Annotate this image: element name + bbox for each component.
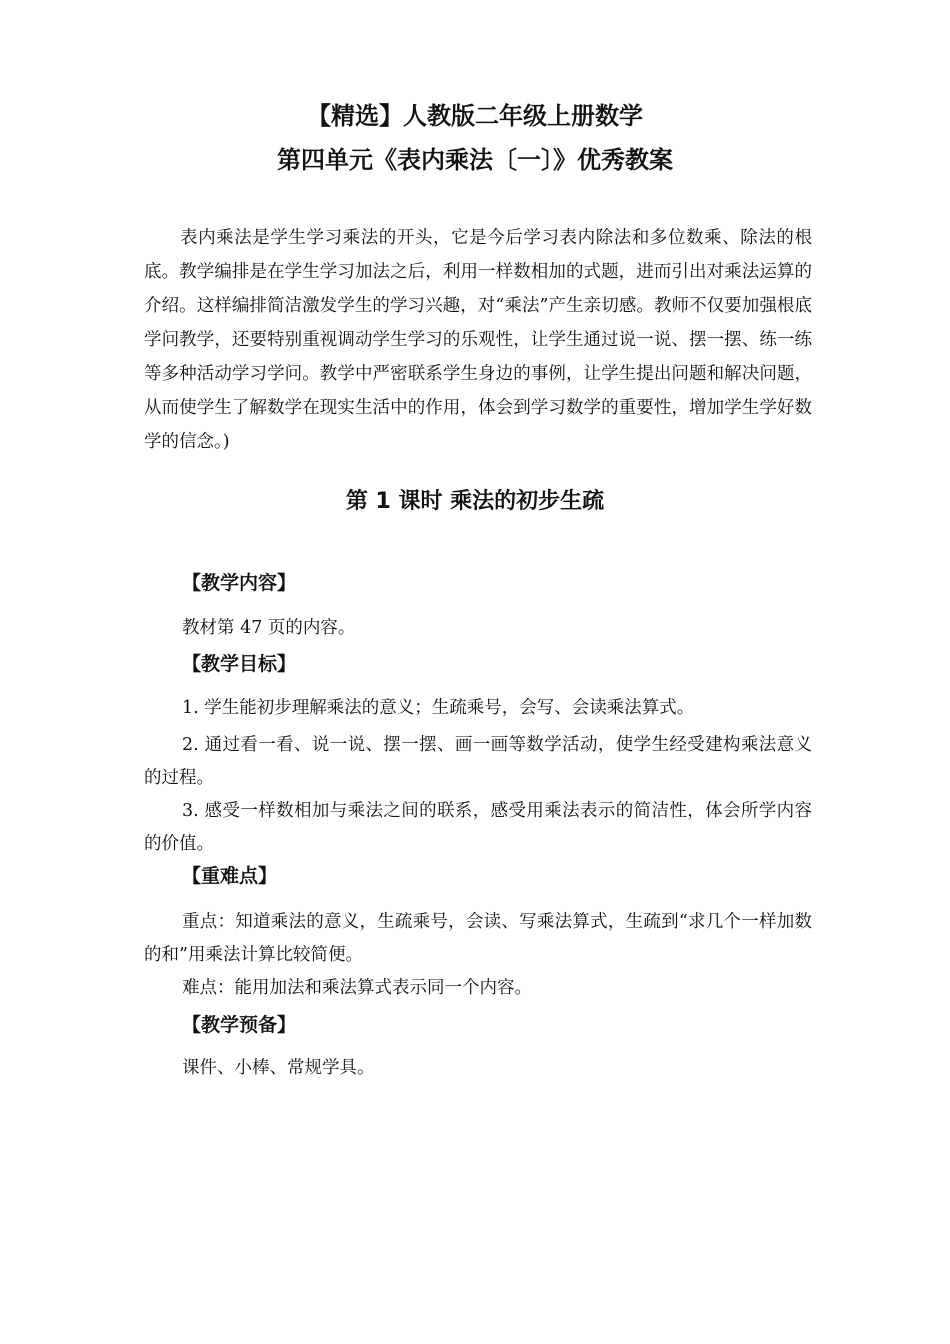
document-title-line-1: 【精选】人教版二年级上册数学 bbox=[307, 102, 643, 130]
section-heading-goals: 【教学目标】 bbox=[182, 653, 297, 675]
preparation-text: 课件、小棒、常规学具。 bbox=[182, 1058, 375, 1078]
difficulty-text: 难点：能用加法和乘法算式表示同一个内容。 bbox=[182, 978, 532, 998]
section-heading-content: 【教学内容】 bbox=[182, 572, 297, 594]
lesson-title: 第 1 课时 乘法的初步生疏 bbox=[345, 489, 605, 514]
goal-item-3: 3. 感受一样数相加与乘法之间的联系，感受用乘法表示的简洁性，体会所学内容的价值。 bbox=[144, 801, 812, 854]
intro-paragraph: 表内乘法是学生学习乘法的开头，它是今后学习表内除法和多位数乘、除法的根底。教学编排是在学生学习加法之后，利用一样数相加的式题，进而引出对乘法运算的介绍。这样编排简洁激发学生的学习兴趣，对“乘法”产生亲切感。教师不仅要加强根底学问教学，还要特别重视调动学生学习的乐观性，让学生通过说一说、摆一摆、练一练等多种活动学习学问。教学中严密联系学生身边的事例，让学生提出问题和解决问题，从而使学生了解数学在现实生活中的作用，体会到学习数学的重要性，增加学生学好数学的信念。) bbox=[144, 228, 812, 452]
key-point-text: 重点：知道乘法的意义，生疏乘号，会读、写乘法算式，生疏到“求几个一样加数的和”用乘法计算比较简便。 bbox=[144, 912, 812, 965]
content-text: 教材第 47 页的内容。 bbox=[182, 618, 356, 638]
section-heading-key-points: 【重难点】 bbox=[182, 865, 278, 887]
section-heading-preparation: 【教学预备】 bbox=[182, 1014, 297, 1036]
goal-item-2: 2. 通过看一看、说一说、摆一摆、画一画等数学活动，使学生经受建构乘法意义的过程。 bbox=[144, 735, 812, 788]
goal-item-1: 1. 学生能初步理解乘法的意义；生疏乘号，会写、会读乘法算式。 bbox=[182, 698, 695, 718]
document-title-line-2: 第四单元《表内乘法〔一〕》优秀教案 bbox=[277, 146, 673, 174]
